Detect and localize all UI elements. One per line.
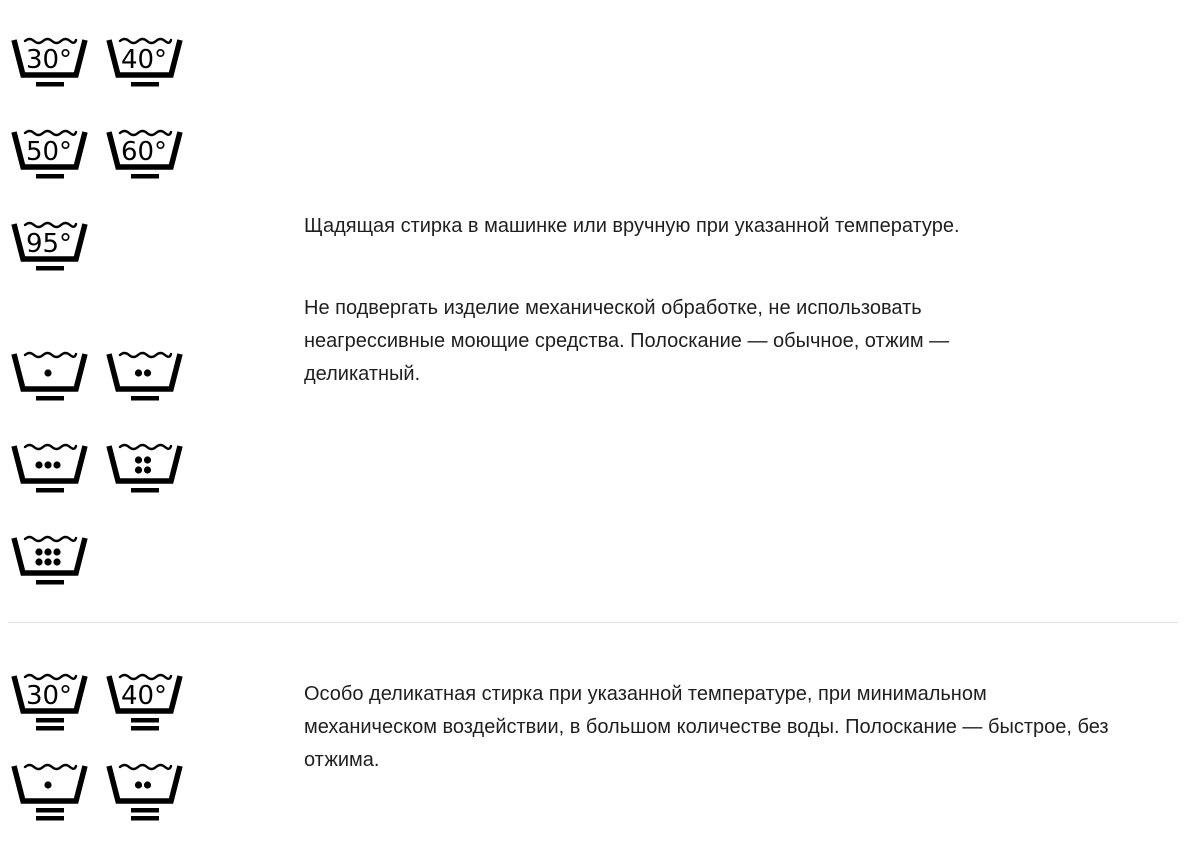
gentle-bar (36, 808, 64, 813)
wash-30-gentle-icon (10, 32, 90, 94)
temperature-dot (53, 461, 60, 468)
gentle-bar (36, 726, 64, 731)
wash-95-gentle-icon (10, 216, 90, 278)
temperature-label: 40° (120, 681, 168, 711)
temperature-dot (135, 456, 142, 463)
wash-tub-glyph (105, 346, 185, 408)
temperature-dot (35, 558, 42, 565)
wash-tub-glyph (10, 124, 90, 186)
gentle-bar (36, 174, 64, 179)
section-divider (8, 622, 1178, 623)
gentle-bar (131, 726, 159, 731)
gentle-bar (36, 396, 64, 401)
wash-tub-glyph (10, 32, 90, 94)
wash-4dot-gentle-icon (105, 438, 185, 500)
wash-6dot-gentle-icon (10, 530, 90, 592)
wash-2dot-very-gentle-icon (105, 758, 185, 820)
temperature-dot (44, 558, 51, 565)
temperature-dot (44, 369, 51, 376)
section-1-paragraph-2: Не подвергать изделие механической обработке, не использовать неагрессивные моющие средства. Полоскание — обычное, отжим — деликатный. (304, 297, 950, 385)
gentle-bar (131, 82, 159, 87)
temperature-dot (144, 456, 151, 463)
wash-40-gentle-icon (105, 32, 185, 94)
gentle-bar (131, 396, 159, 401)
gentle-bar (36, 488, 64, 493)
wash-tub-glyph (10, 758, 90, 820)
temperature-dot (53, 548, 60, 555)
wash-60-gentle-icon (105, 124, 185, 186)
section-2-paragraph-1: Особо деликатная стирка при указанной температуре, при минимальном механическом воздействии, в большом количестве воды. Полоскание — быстрое, без отжима. (304, 683, 1109, 771)
wash-3dot-gentle-icon (10, 438, 90, 500)
gentle-bar (131, 808, 159, 813)
temperature-dot (44, 461, 51, 468)
temperature-dot (135, 369, 142, 376)
wash-tub-glyph (10, 668, 90, 730)
temperature-dot (35, 461, 42, 468)
wash-tub-glyph (105, 668, 185, 730)
temperature-label: 30° (25, 681, 73, 711)
wash-tub-glyph (105, 758, 185, 820)
gentle-bar (36, 718, 64, 723)
temperature-dot (144, 781, 151, 788)
section-1-paragraph-1: Щадящая стирка в машинке или вручную при указанной температуре. (304, 215, 960, 237)
gentle-bar (131, 488, 159, 493)
temperature-dot (35, 548, 42, 555)
temperature-dot (44, 548, 51, 555)
gentle-bar (131, 174, 159, 179)
gentle-bar (36, 580, 64, 585)
gentle-bar (36, 266, 64, 271)
wash-tub-glyph (10, 438, 90, 500)
wash-tub-glyph (105, 438, 185, 500)
wash-tub-glyph (105, 32, 185, 94)
wash-30-very-gentle-icon (10, 668, 90, 730)
wash-tub-glyph (10, 346, 90, 408)
temperature-label: 95° (25, 229, 73, 259)
wash-50-gentle-icon (10, 124, 90, 186)
wash-1dot-very-gentle-icon (10, 758, 90, 820)
wash-tub-glyph (105, 124, 185, 186)
gentle-bar (36, 816, 64, 821)
wash-tub-glyph (10, 216, 90, 278)
gentle-bar (131, 816, 159, 821)
gentle-bar (36, 82, 64, 87)
temperature-label: 40° (120, 45, 168, 75)
temperature-dot (144, 369, 151, 376)
temperature-dot (144, 466, 151, 473)
wash-tub-glyph (10, 530, 90, 592)
temperature-dot (44, 781, 51, 788)
temperature-dot (135, 466, 142, 473)
gentle-bar (131, 718, 159, 723)
wash-2dot-gentle-icon (105, 346, 185, 408)
wash-40-very-gentle-icon (105, 668, 185, 730)
temperature-dot (135, 781, 142, 788)
wash-1dot-gentle-icon (10, 346, 90, 408)
temperature-dot (53, 558, 60, 565)
temperature-label: 60° (120, 137, 168, 167)
temperature-label: 30° (25, 45, 73, 75)
temperature-label: 50° (25, 137, 73, 167)
